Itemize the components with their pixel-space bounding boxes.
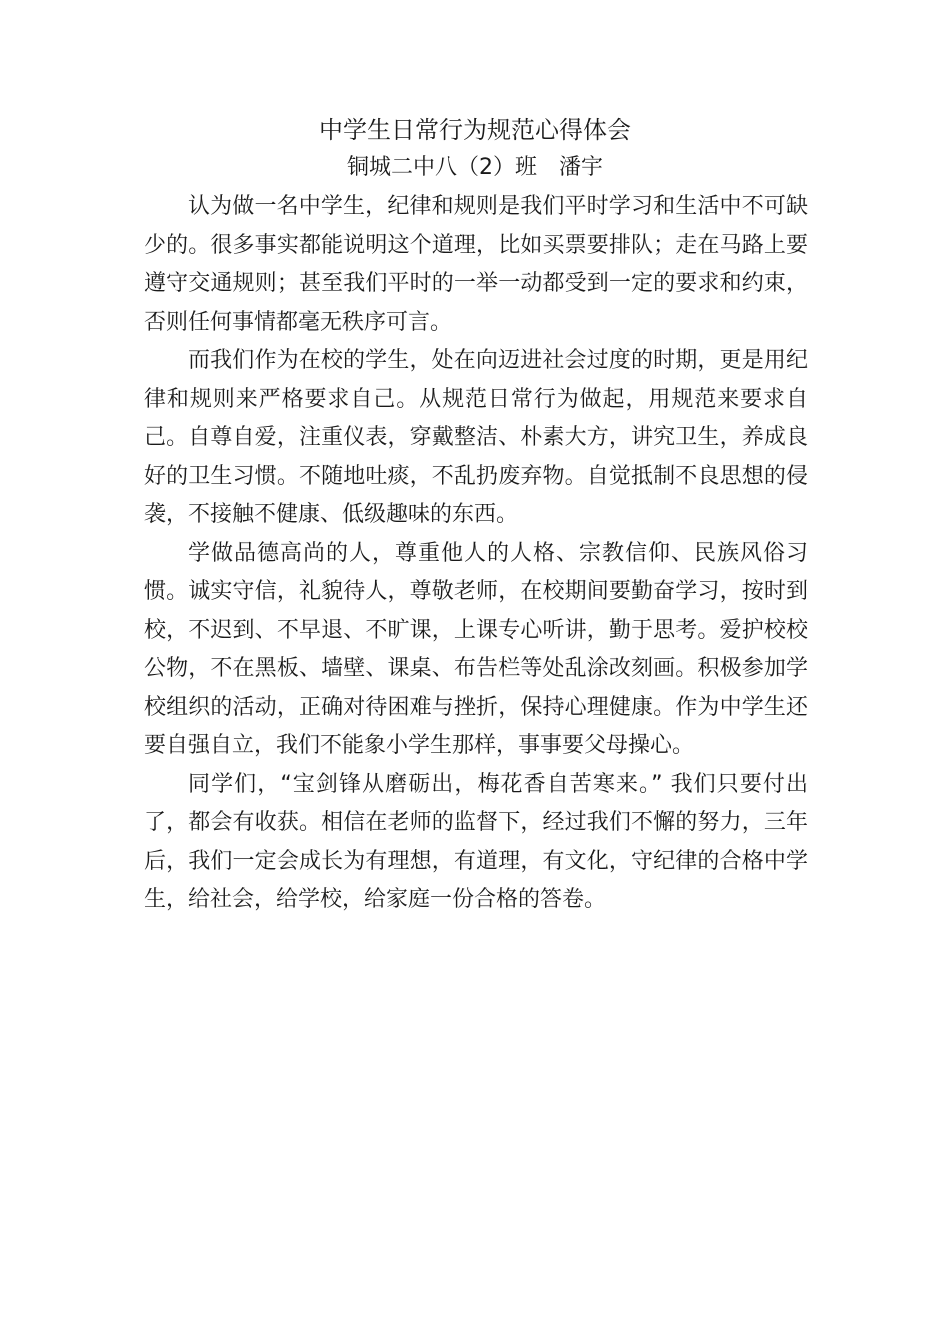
document-body (144, 188, 808, 920)
paragraph-3: 学做品德高尚的人，尊重他人的人格、宗教信仰、民族风俗习惯。诚实守信，礼貌待人，尊敬老师，在校期间要勤奋学习，按时到校，不迟到、不早退、不旷课，上课专心听讲，勤于思考。爱护校校公物，不在黑板、墙壁、课桌、布告栏等处乱涂改刻画。积极参加学校组织的活动，正确对待困难与挫折，保持心理健康。作为中学生还要自强自立，我们不能象小学生那样，事事要父母操心。 (144, 540, 808, 758)
document-title: 中学生日常行为规范心得体会 (319, 116, 631, 144)
paragraph-1: 认为做一名中学生，纪律和规则是我们平时学习和生活中不可缺少的。很多事实都能说明这个道理，比如买票要排队；走在马路上要遵守交通规则；甚至我们平时的一举一动都受到一定的要求和约束，否则任何事情都毫无秩序可言。 (144, 194, 808, 335)
paragraph-2: 而我们作为在校的学生，处在向迈进社会过度的时期，更是用纪律和规则来严格要求自己。从规范日常行为做起，用规范来要求自己。自尊自爱，注重仪表，穿戴整洁、朴素大方，讲究卫生，养成良好的卫生习惯。不随地吐痰，不乱扔废弃物。自觉抵制不良思想的侵袭，不接触不健康、低级趣味的东西。 (144, 348, 808, 527)
author-line: 铜城二中八（2）班 潘宇 (347, 155, 603, 180)
paragraph-4: 同学们，“宝剑锋从磨砺出，梅花香自苦寒来。” 我们只要付出了，都会有收获。相信在老师的监督下，经过我们不懈的努力，三年后，我们一定会成长为有理想，有道理，有文化，守纪律的合格中学生，给社会，给学校，给家庭一份合格的答卷。 (144, 771, 808, 912)
